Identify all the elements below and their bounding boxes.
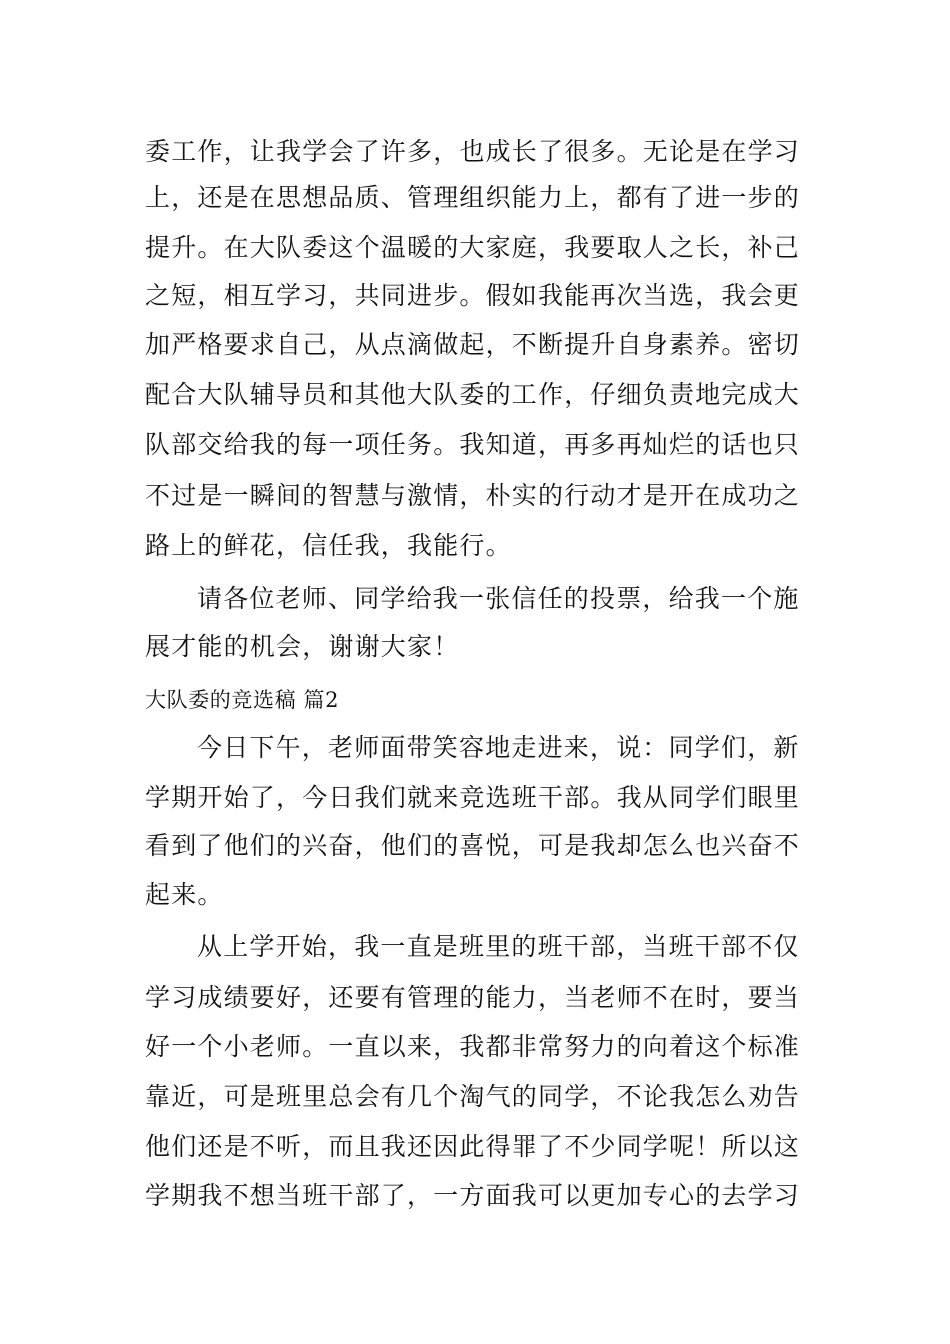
paragraph-line: 起来。 [145, 880, 224, 909]
paragraph-line: 队部交给我的每一项任务。我知道，再多再灿烂的话也只 [145, 430, 801, 459]
paragraph-line: 不过是一瞬间的智慧与激情，朴实的行动才是开在成功之 [145, 481, 801, 510]
paragraph-line: 今日下午，老师面带笑容地走进来，说：同学们，新 [197, 733, 800, 762]
section-heading: 大队委的竞选稿 篇2 [145, 688, 340, 712]
paragraph-line: 加严格要求自己，从点滴做起，不断提升自身素养。密切 [145, 330, 801, 359]
paragraph-line: 委工作，让我学会了许多，也成长了很多。无论是在学习 [145, 137, 801, 166]
paragraph-line: 靠近，可是班里总会有几个淘气的同学，不论我怎么劝告 [145, 1082, 801, 1111]
paragraph-line: 提升。在大队委这个温暖的大家庭，我要取人之长，补己 [145, 233, 801, 262]
paragraph-line: 他们还是不听，而且我还因此得罪了不少同学呢！所以这 [145, 1132, 801, 1161]
paragraph-line: 之短，相互学习，共同进步。假如我能再次当选，我会更 [145, 281, 801, 310]
paragraph-line: 好一个小老师。一直以来，我都非常努力的向着这个标准 [145, 1032, 801, 1061]
paragraph-line: 学期开始了，今日我们就来竞选班干部。我从同学们眼里 [145, 783, 801, 812]
paragraph-line: 配合大队辅导员和其他大队委的工作，仔细负责地完成大 [145, 380, 801, 409]
paragraph-line: 展才能的机会，谢谢大家！ [145, 632, 460, 661]
paragraph-line: 学期我不想当班干部了，一方面我可以更加专心的去学习 [145, 1181, 801, 1210]
paragraph-line: 从上学开始，我一直是班里的班干部，当班干部不仅 [197, 932, 800, 961]
paragraph-line: 请各位老师、同学给我一张信任的投票，给我一个施 [197, 584, 800, 613]
paragraph-line: 学习成绩要好，还要有管理的能力，当老师不在时，要当 [145, 983, 801, 1012]
paragraph-line: 路上的鲜花，信任我，我能行。 [145, 531, 512, 560]
paragraph-line: 看到了他们的兴奋，他们的喜悦，可是我却怎么也兴奋不 [145, 831, 801, 860]
paragraph-line: 上，还是在思想品质、管理组织能力上，都有了进一步的 [145, 183, 801, 212]
